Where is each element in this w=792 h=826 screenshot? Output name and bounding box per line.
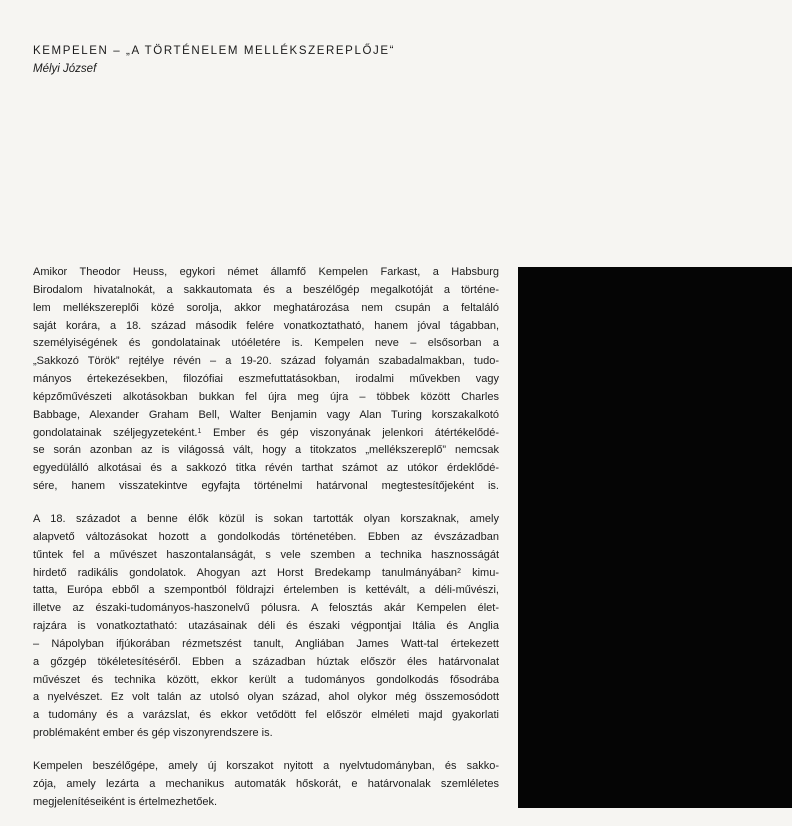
text-line: se során azonban az is világossá vált, hogy a titokzatos „mellékszereplő” nemcsak xyxy=(33,444,499,457)
text-line-with-footnote xyxy=(33,565,499,583)
text-line: képzőművészeti alkotásokban bukkan fel újra meg újra – többek között Charles xyxy=(33,390,499,403)
text-line-with-footnote xyxy=(33,425,499,443)
text-line: A 18. századot a benne élők közül is sokan tartották olyan korszaknak, amely xyxy=(33,512,499,525)
text-line: megjelenítéseiként is értelmezhetőek. xyxy=(33,795,218,808)
text-line: tatta, Európa ebből a szempontból földrajzi értelemben is kettévált, a déli-művészi, xyxy=(33,584,499,597)
paragraph-1 xyxy=(33,264,499,496)
black-image-panel xyxy=(518,267,792,808)
article-body xyxy=(33,264,499,826)
article-author: Mélyi József xyxy=(33,63,97,75)
text-line: illetve az északi-tudományos-haszonelvű pólusra. A felosztás akár Kempelen élet- xyxy=(33,602,499,615)
text-line: a gőzgép tökéletesítéséről. Ebben a században húztak először éles határvonalat xyxy=(33,655,499,668)
text-line: a tudomány és a varázslat, és ekkor vetődött fel először elméleti majd gyakorlati xyxy=(33,709,499,722)
text-line: problémaként ember és gép viszonyrendszere is. xyxy=(33,727,273,740)
article-title: KEMPELEN – „A TÖRTÉNELEM MELLÉKSZEREPLŐJE“ xyxy=(33,45,396,57)
text-line-tail: Ember és gép viszonyának jelenkori átértékelődé- xyxy=(201,426,499,439)
text-line: Amikor Theodor Heuss, egykori német államfő Kempelen Farkast, a Habsburg xyxy=(33,266,499,278)
text-line: egyedülálló alkotásai és a sakkozó titka révén tarthat számot az utókor érdeklődé- xyxy=(33,462,499,475)
text-line: művészet és technika között, ekkor került a tudományos gondolkodás fősodrába xyxy=(33,673,499,686)
text-line-head: gondolatainak széljegyzeteként. xyxy=(33,426,198,439)
text-line: mányos értekezésekben, filozófiai eszmefuttatásokban, irodalmi művekben vagy xyxy=(33,373,499,386)
text-line: – Nápolyban ifjúkorában rézmetszést tanult, Angliában James Watt-tal értekezett xyxy=(33,637,499,650)
footnote-mark: 2 xyxy=(457,567,461,575)
text-line: Babbage, Alexander Graham Bell, Walter Benjamin vagy Alan Turing korszakalkotó xyxy=(33,408,499,421)
text-line: sére, hanem visszatekintve egyfajta történelmi határvonal megtestesítőjeként is. xyxy=(33,480,499,493)
text-line: „Sakkozó Török” rejtélye révén – a 19-20. század folyamán szabadalmakban, tudo- xyxy=(33,355,499,368)
text-line: a nyelvészet. Ez volt talán az utolsó olyan század, ahol olykor még összemosódott xyxy=(33,691,499,704)
text-line: lem mellékszereplői közé sorolja, akkor meghatározása nem csupán a feltaláló xyxy=(33,301,499,314)
text-line-head: hirdető radikális gondolatok. Ahogyan azt Horst Bredekamp tanulmányában xyxy=(33,566,458,579)
article-header xyxy=(33,43,513,77)
text-line: tűntek fel a művészet haszontalanságát, s vele szemben a technika hasznosságát xyxy=(33,548,499,561)
text-line: Birodalom hivatalnokát, a sakkautomata és a beszélőgép megalkotóját a történe- xyxy=(33,283,499,296)
text-line-tail: kimu- xyxy=(460,566,499,579)
footnote-mark: 1 xyxy=(197,427,202,435)
paragraph-3 xyxy=(33,758,499,812)
text-line: Kempelen beszélőgépe, amely új korszakot nyitott a nyelvtudományban, és sakko- xyxy=(33,759,499,772)
text-line: zója, amely lezárta a mechanikus automaták hőskorát, e határvonalak szemléletes xyxy=(33,777,499,790)
text-line: saját korára, a 18. század második felére vonatkoztatható, hanem jóval tágabban, xyxy=(33,319,499,332)
text-line: rajzára is vonatkoztatható: utazásainak déli és északi végpontjai Itália és Anglia xyxy=(33,620,499,633)
text-line: alapvető változásokat hozott a gondolkodás történetében. Ebben az évszázadban xyxy=(33,530,499,543)
paragraph-2 xyxy=(33,511,499,743)
text-line: személyiségének és gondolatainak utóéletére is. Kempelen neve – elsősorban a xyxy=(33,337,499,350)
